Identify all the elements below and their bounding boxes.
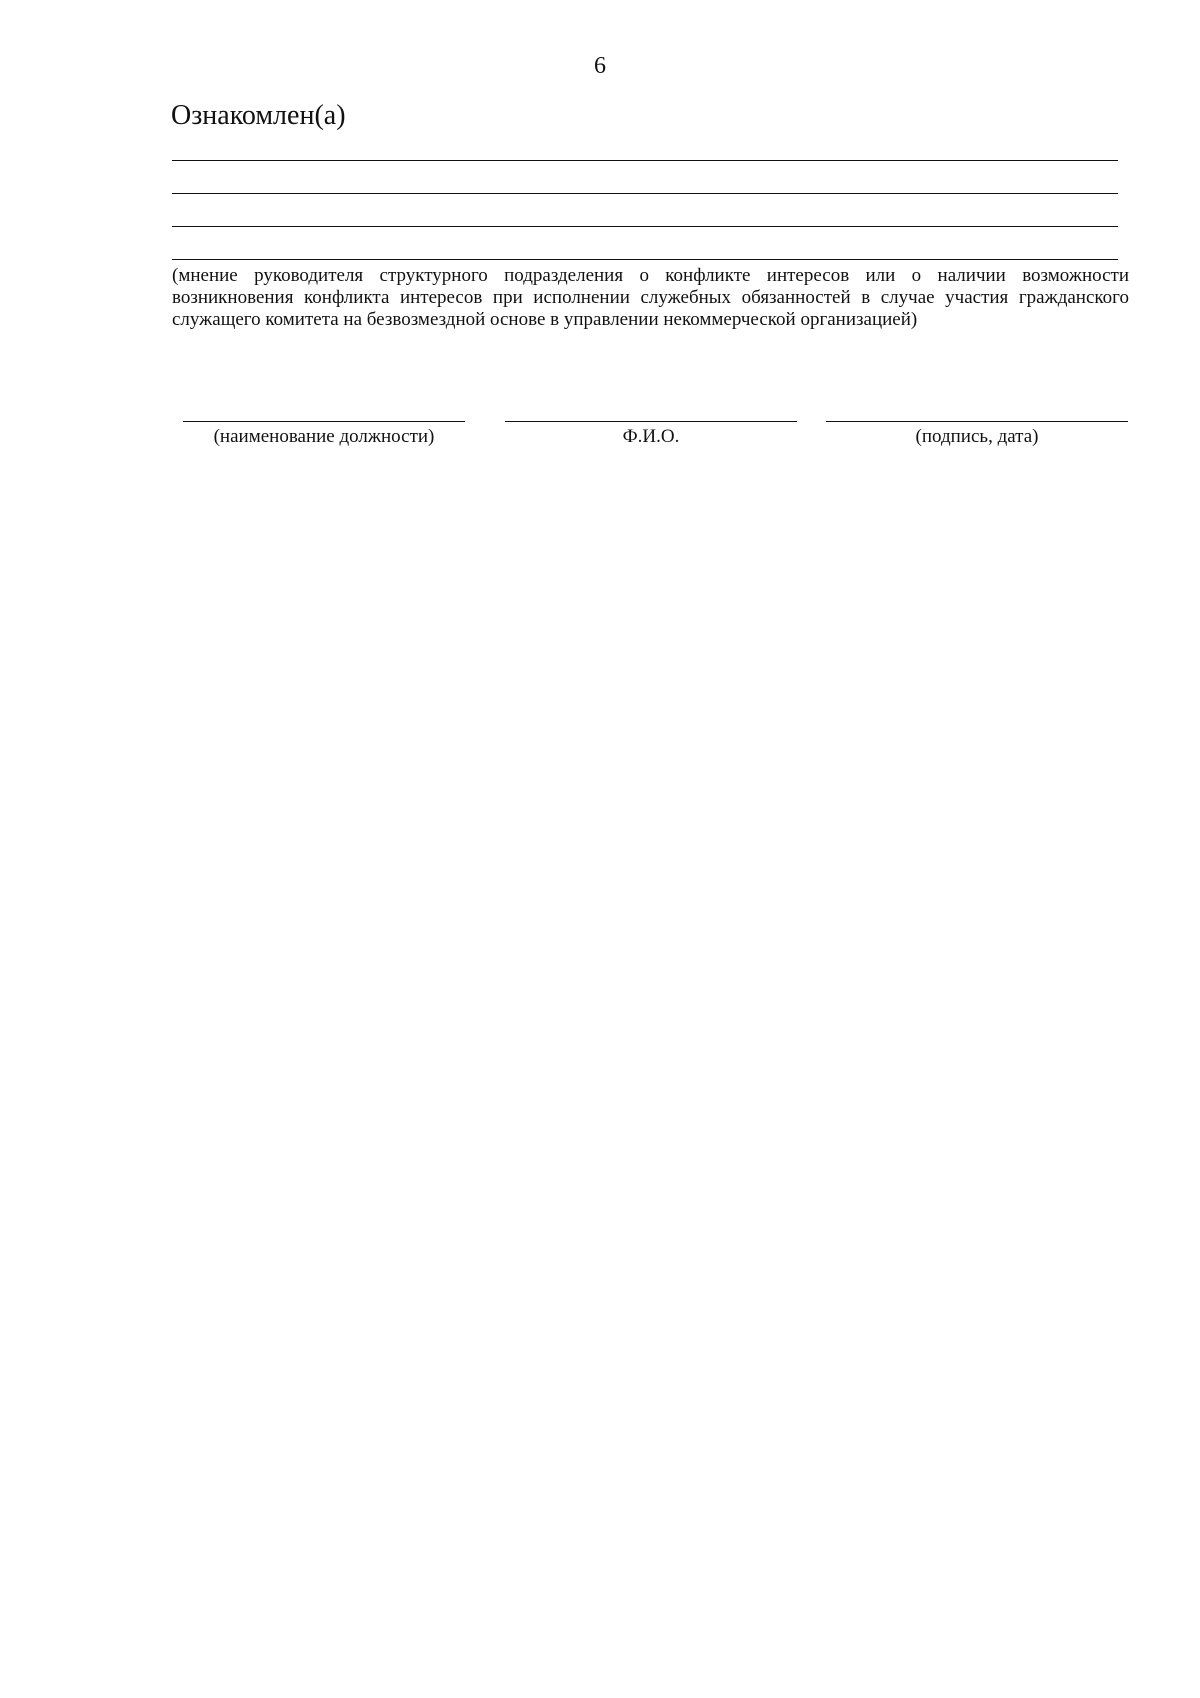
signature-date-line <box>826 421 1128 422</box>
blank-line-1 <box>172 160 1118 161</box>
blank-line-2 <box>172 193 1118 194</box>
signature-date-label: (подпись, дата) <box>915 426 1039 447</box>
blank-line-3 <box>172 226 1118 227</box>
page-number: 6 <box>594 53 606 79</box>
blank-line-4 <box>172 259 1118 260</box>
position-signature-line <box>183 421 465 422</box>
name-label: Ф.И.О. <box>622 426 680 447</box>
name-signature-line <box>505 421 797 422</box>
document-heading: Ознакомлен(а) <box>171 100 346 131</box>
caption-text: (мнение руководителя структурного подразделения о конфликте интересов или о наличии возможности возникновения конфликта интересов при исполнении служебных обязанностей в случае участия гражданского служащего комитета на безвозмездной основе в управлении некоммерческой организацией) <box>172 265 1129 330</box>
position-label: (наименование должности) <box>213 426 435 447</box>
